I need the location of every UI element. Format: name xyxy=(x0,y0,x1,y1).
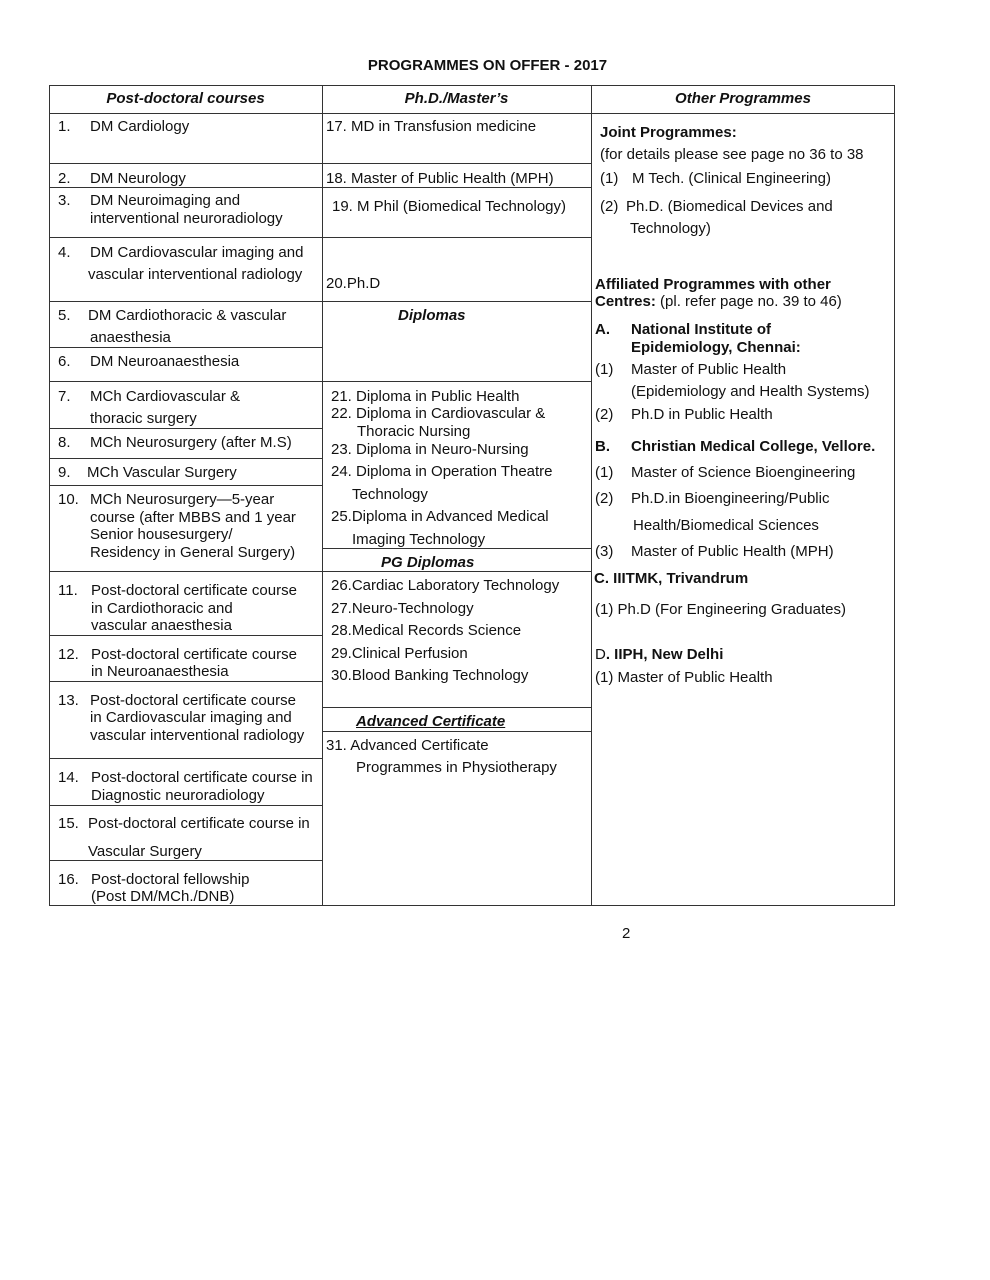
affiliated-item: Ph.D in Public Health xyxy=(631,406,773,423)
institute-name: National Institute of xyxy=(631,321,771,338)
item-number: (1) xyxy=(595,361,614,378)
item-number: (1) xyxy=(600,170,619,187)
row-divider xyxy=(49,301,322,302)
course-line: Post-doctoral fellowship xyxy=(91,871,250,888)
pg-diploma-item: 26.Cardiac Laboratory Technology xyxy=(331,577,560,594)
affiliated-centres-label: Centres: xyxy=(595,293,656,310)
diploma-item: 23. Diploma in Neuro-Nursing xyxy=(331,441,529,458)
header-postdoctoral: Post-doctoral courses xyxy=(106,90,265,107)
diploma-item: Technology xyxy=(352,486,428,503)
row-divider xyxy=(322,731,591,732)
item-number: (2) xyxy=(600,198,619,215)
pg-diploma-item: 30.Blood Banking Technology xyxy=(331,667,529,684)
affiliated-item: Health/Biomedical Sciences xyxy=(633,517,819,534)
institute-name: . IIPH, New Delhi xyxy=(605,646,724,663)
row-number: 13. xyxy=(58,692,79,709)
course-line: DM Neuroimaging and xyxy=(90,192,241,209)
affiliated-item: (1) Master of Public Health xyxy=(595,669,773,686)
row-divider xyxy=(49,571,322,572)
course-line: vascular interventional radiology xyxy=(88,266,303,283)
row-divider xyxy=(322,163,591,164)
column-divider-2 xyxy=(591,85,592,906)
affiliated-note: (pl. refer page no. 39 to 46) xyxy=(655,293,842,310)
course-line: (Post DM/MCh./DNB) xyxy=(91,888,235,905)
row-divider xyxy=(49,485,322,486)
course-line: Vascular Surgery xyxy=(88,843,202,860)
course-line: in Neuroanaesthesia xyxy=(91,663,229,680)
row-divider xyxy=(49,347,322,348)
row-divider xyxy=(49,163,322,164)
advanced-certificate-item: Programmes in Physiotherapy xyxy=(356,759,557,776)
advanced-certificate-item: 31. Advanced Certificate xyxy=(326,737,489,754)
course-line: Residency in General Surgery) xyxy=(90,544,296,561)
row-number: 14. xyxy=(58,769,79,786)
course-line: Post-doctoral certificate course xyxy=(91,582,297,599)
diplomas-heading: Diplomas xyxy=(398,307,466,324)
header-divider xyxy=(49,113,895,114)
course-phd: 20.Ph.D xyxy=(326,275,381,292)
joint-item: M Tech. (Clinical Engineering) xyxy=(632,170,831,187)
row-number: 11. xyxy=(58,582,78,599)
course-dm-cardiology: DM Cardiology xyxy=(90,118,190,135)
row-divider xyxy=(322,381,591,382)
course-mch-neurosurgery: MCh Neurosurgery (after M.S) xyxy=(90,434,292,451)
course-line: MCh Cardiovascular & xyxy=(90,388,241,405)
row-number: 5. xyxy=(58,307,71,324)
row-number: 2. xyxy=(58,170,71,187)
course-mch-vascular-surgery: MCh Vascular Surgery xyxy=(87,464,237,481)
row-divider xyxy=(49,458,322,459)
section-letter: A. xyxy=(595,321,610,338)
diploma-item: 22. Diploma in Cardiovascular & xyxy=(331,405,546,422)
course-line: Post-doctoral certificate course in xyxy=(91,769,313,786)
row-number: 7. xyxy=(58,388,71,405)
pg-diploma-item: 29.Clinical Perfusion xyxy=(331,645,468,662)
diploma-item: Imaging Technology xyxy=(352,531,486,548)
institute-name: Epidemiology, Chennai: xyxy=(631,339,801,356)
joint-item: Ph.D. (Biomedical Devices and xyxy=(626,198,833,215)
row-divider xyxy=(322,301,591,302)
institute-name: C. IIITMK, Trivandrum xyxy=(594,570,749,587)
header-phd-masters: Ph.D./Master’s xyxy=(404,90,509,107)
course-line: in Cardiovascular imaging and xyxy=(90,709,292,726)
row-number: 12. xyxy=(58,646,79,663)
pg-diploma-item: 27.Neuro-Technology xyxy=(331,600,474,617)
row-number: 4. xyxy=(58,244,71,261)
affiliated-item: (1) Ph.D (For Engineering Graduates) xyxy=(595,601,846,618)
item-number: (2) xyxy=(595,490,614,507)
joint-programmes-note: (for details please see page no 36 to 38 xyxy=(600,146,864,163)
page-number: 2 xyxy=(622,925,631,942)
row-number: 15. xyxy=(58,815,79,832)
institute-name-iiph xyxy=(595,646,723,664)
course-line: course (after MBBS and 1 year xyxy=(90,509,296,526)
affiliated-item: Master of Public Health xyxy=(631,361,787,378)
diploma-item: 24. Diploma in Operation Theatre xyxy=(331,463,553,480)
row-number: 16. xyxy=(58,871,79,888)
row-number: 8. xyxy=(58,434,71,451)
pg-diplomas-heading: PG Diplomas xyxy=(381,554,475,571)
row-divider xyxy=(49,758,322,759)
course-dm-neurology: DM Neurology xyxy=(90,170,186,187)
course-line: DM Cardiothoracic & vascular xyxy=(88,307,287,324)
course-mph: 18. Master of Public Health (MPH) xyxy=(326,170,554,187)
section-letter: B. xyxy=(595,438,610,455)
item-number: (2) xyxy=(595,406,614,423)
row-divider xyxy=(322,707,591,708)
affiliated-item: Ph.D.in Bioengineering/Public xyxy=(631,490,830,507)
advanced-certificate-heading: Advanced Certificate xyxy=(356,713,506,730)
course-line: Diagnostic neuroradiology xyxy=(91,787,265,804)
row-number: 9. xyxy=(58,464,71,481)
course-line: Post-doctoral certificate course xyxy=(91,646,297,663)
item-number: (3) xyxy=(595,543,614,560)
row-number: 6. xyxy=(58,353,71,370)
course-dm-neuroanaesthesia: DM Neuroanaesthesia xyxy=(90,353,240,370)
course-line: Post-doctoral certificate course in xyxy=(88,815,310,832)
affiliated-item: Master of Science Bioengineering xyxy=(631,464,856,481)
row-divider xyxy=(49,428,322,429)
row-number: 3. xyxy=(58,192,71,209)
diploma-item: Thoracic Nursing xyxy=(357,423,471,440)
row-divider xyxy=(49,635,322,636)
diploma-item: 21. Diploma in Public Health xyxy=(331,388,520,405)
row-divider xyxy=(322,237,591,238)
course-line: anaesthesia xyxy=(90,329,171,346)
course-mphil: 19. M Phil (Biomedical Technology) xyxy=(332,198,567,215)
course-line: Post-doctoral certificate course xyxy=(90,692,296,709)
row-divider xyxy=(49,805,322,806)
affiliated-item: (Epidemiology and Health Systems) xyxy=(631,383,870,400)
course-line: vascular interventional radiology xyxy=(90,727,305,744)
row-divider xyxy=(49,381,322,382)
course-line: thoracic surgery xyxy=(90,410,197,427)
item-number: (1) xyxy=(595,464,614,481)
course-md-transfusion: 17. MD in Transfusion medicine xyxy=(326,118,537,135)
page-title: PROGRAMMES ON OFFER - 2017 xyxy=(367,57,608,74)
institute-name: Christian Medical College, Vellore. xyxy=(631,438,876,455)
row-divider xyxy=(49,681,322,682)
row-divider xyxy=(49,237,322,238)
column-divider-1 xyxy=(322,85,323,906)
pg-diploma-item: 28.Medical Records Science xyxy=(331,622,522,639)
section-letter: D xyxy=(595,646,606,663)
course-line: in Cardiothoracic and xyxy=(91,600,233,617)
header-other-programmes: Other Programmes xyxy=(675,90,811,107)
row-number: 1. xyxy=(58,118,71,135)
affiliated-item: Master of Public Health (MPH) xyxy=(631,543,834,560)
joint-item: Technology) xyxy=(630,220,711,237)
course-line: interventional neuroradiology xyxy=(90,210,283,227)
joint-programmes-heading: Joint Programmes: xyxy=(600,124,737,141)
course-line: vascular anaesthesia xyxy=(91,617,232,634)
row-number: 10. xyxy=(58,491,79,508)
affiliated-heading: Affiliated Programmes with other xyxy=(595,276,831,293)
course-line: DM Cardiovascular imaging and xyxy=(90,244,304,261)
course-line: MCh Neurosurgery—5-year xyxy=(90,491,275,508)
course-line: Senior housesurgery/ xyxy=(90,526,233,543)
affiliated-heading-line2 xyxy=(595,293,842,311)
diploma-item: 25.Diploma in Advanced Medical xyxy=(331,508,549,525)
